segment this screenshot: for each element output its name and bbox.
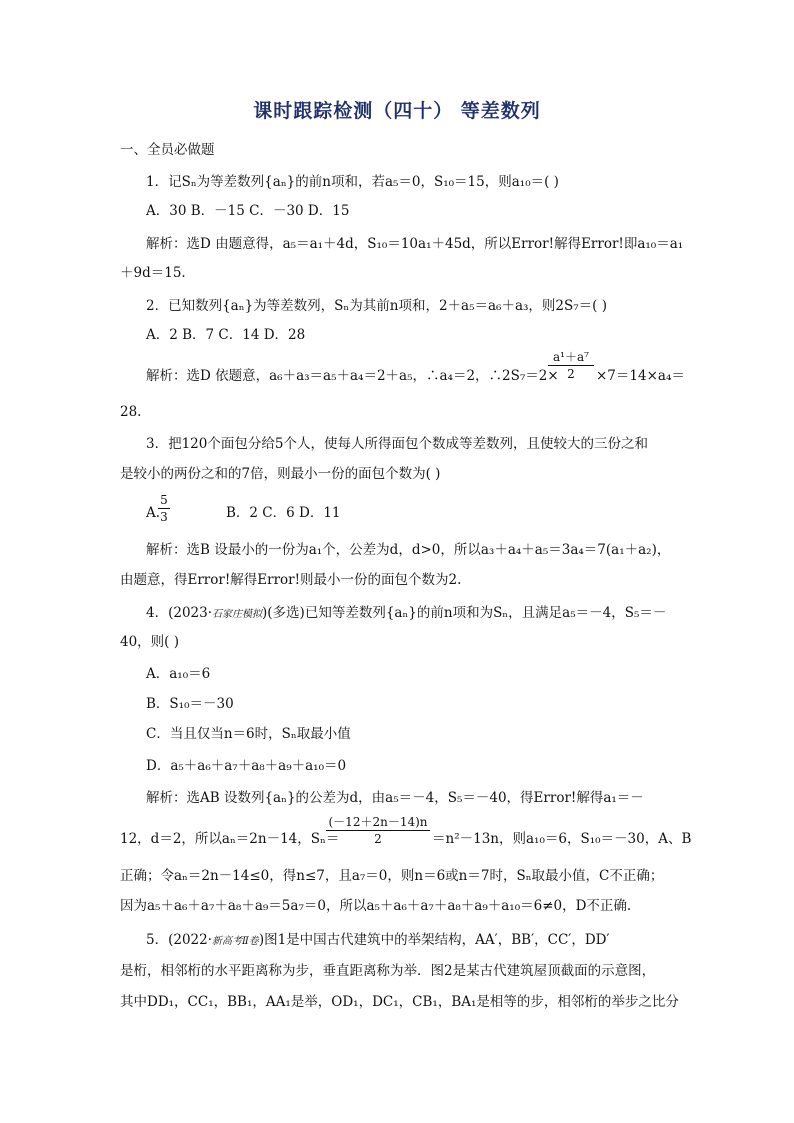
fraction-denominator: 3 bbox=[160, 510, 168, 524]
q2-stem: 2．已知数列{aₙ}为等差数列，Sₙ为其前n项和，2＋a₅＝a₆＋a₃，则2S₇＝( ) bbox=[146, 298, 607, 314]
q4-option-a: A．a₁₀＝6 bbox=[146, 666, 211, 682]
q4-solution-line2a: 12，d＝2，所以aₙ＝2n－14，Sₙ＝ bbox=[120, 831, 340, 847]
q2-options: A．2 B．7 C．14 D．28 bbox=[146, 327, 306, 343]
q5-stem-line3: 其中DD₁，CC₁，BB₁，AA₁是举，OD₁，DC₁，CB₁，BA₁是相等的步，相邻桁的举步之比分 bbox=[120, 994, 679, 1010]
fraction-numerator: 5 bbox=[160, 493, 168, 507]
q1-options: A．30 B．－15 C．－30 D．15 bbox=[146, 203, 350, 219]
q3-stem-line2: 是较小的两份之和的7倍，则最小一份的面包个数为( ) bbox=[120, 466, 441, 482]
q1-stem: 1．记Sₙ为等差数列{aₙ}的前n项和，若a₅＝0，S₁₀＝15，则a₁₀＝( ) bbox=[146, 174, 559, 190]
q4-option-d: D．a₅＋a₆＋a₇＋a₈＋a₉＋a₁₀＝0 bbox=[146, 758, 347, 774]
q4-stem-prefix: 4．(2023· bbox=[146, 605, 213, 621]
q4-solution-line4: 因为a₅＋a₆＋a₇＋a₈＋a₉＝5a₇＝0，所以a₅＋a₆＋a₇＋a₈＋a₉＋a₁₀＝6≠0，D不正确. bbox=[120, 898, 632, 914]
page-title: 课时跟踪检测（四十） 等差数列 bbox=[253, 100, 541, 122]
q2-solution-fraction bbox=[548, 350, 594, 381]
q4-option-b: B．S₁₀＝－30 bbox=[146, 696, 234, 712]
fraction-numerator: (－12＋2n－14)n bbox=[328, 815, 428, 829]
section-heading: 一、全员必做题 bbox=[120, 142, 215, 158]
q3-solution-line1: 解析：选B 设最小的一份为a₁个，公差为d，d>0，所以a₃＋a₄＋a₅＝3a₄＝7(a₁＋a₂)， bbox=[146, 542, 671, 558]
fraction-denominator: 2 bbox=[374, 832, 382, 846]
q4-stem-text: )(多选)已知等差数列{aₙ}的前n项和为Sₙ，且满足a₅＝－4，S₅＝－ bbox=[262, 605, 667, 621]
q3-solution-line2: 由题意，得Error!解得Error!则最小一份的面包个数为2. bbox=[120, 572, 462, 588]
q5-stem-prefix: 5．(2022· bbox=[146, 932, 213, 948]
q2-solution-line1a: 解析：选D 依题意，a₆＋a₃＝a₅＋a₄＝2＋a₅，∴a₄＝2，∴2S₇＝2× bbox=[146, 368, 559, 384]
q2-solution-line2: 28. bbox=[120, 404, 142, 420]
fraction-denominator: 2 bbox=[567, 367, 575, 381]
q3-option-a-fraction bbox=[158, 493, 170, 524]
q4-solution-line2b: ＝n²－13n，则a₁₀＝6，S₁₀＝－30，A、B bbox=[432, 831, 692, 847]
q4-solution-line1: 解析：选AB 设数列{aₙ}的公差为d，由a₅＝－4，S₅＝－40，得Error!解得a₁＝－ bbox=[146, 790, 644, 806]
fraction-bar bbox=[548, 365, 594, 366]
q2-solution-line1b: ×7＝14×a₄＝ bbox=[596, 368, 685, 384]
fraction-numerator: a¹＋a⁷ bbox=[553, 350, 589, 364]
q1-solution-line2: ＋9d＝15. bbox=[120, 265, 186, 281]
q1-solution-line1: 解析：选D 由题意得，a₅＝a₁＋4d，S₁₀＝10a₁＋45d，所以Error!解得Error!即a₁₀＝a₁ bbox=[146, 236, 684, 252]
q3-options-rest: B．2 C．6 D．11 bbox=[226, 505, 341, 521]
q4-stem-line2: 40，则( ) bbox=[120, 634, 180, 650]
q5-stem-line1 bbox=[146, 930, 706, 952]
q4-source: 石家庄模拟 bbox=[212, 609, 263, 620]
q4-solution-line3: 正确；令aₙ＝2n－14≤0，得n≤7，且a₇＝0，则n＝6或n＝7时，Sₙ取最小值，C不正确； bbox=[120, 868, 664, 884]
fraction-bar bbox=[158, 508, 170, 509]
q4-option-c: C．当且仅当n＝6时，Sₙ取最小值 bbox=[146, 726, 351, 742]
fraction-bar bbox=[326, 830, 430, 831]
q5-stem-text: )图1是中国古代建筑中的举架结构，AA′，BB′，CC′，DD′ bbox=[258, 932, 610, 948]
q5-stem-line2: 是桁，相邻桁的水平距离称为步，垂直距离称为举．图2是某古代建筑屋顶截面的示意图， bbox=[120, 963, 656, 979]
q3-stem-line1: 3．把120个面包分给5个人，使每人所得面包个数成等差数列，且使较大的三份之和 bbox=[146, 436, 648, 452]
q5-source: 新高考Ⅱ卷 bbox=[212, 936, 259, 947]
q4-solution-fraction bbox=[326, 815, 430, 846]
q3-option-a-label: A. bbox=[146, 505, 161, 521]
q4-stem-line1 bbox=[146, 603, 706, 625]
